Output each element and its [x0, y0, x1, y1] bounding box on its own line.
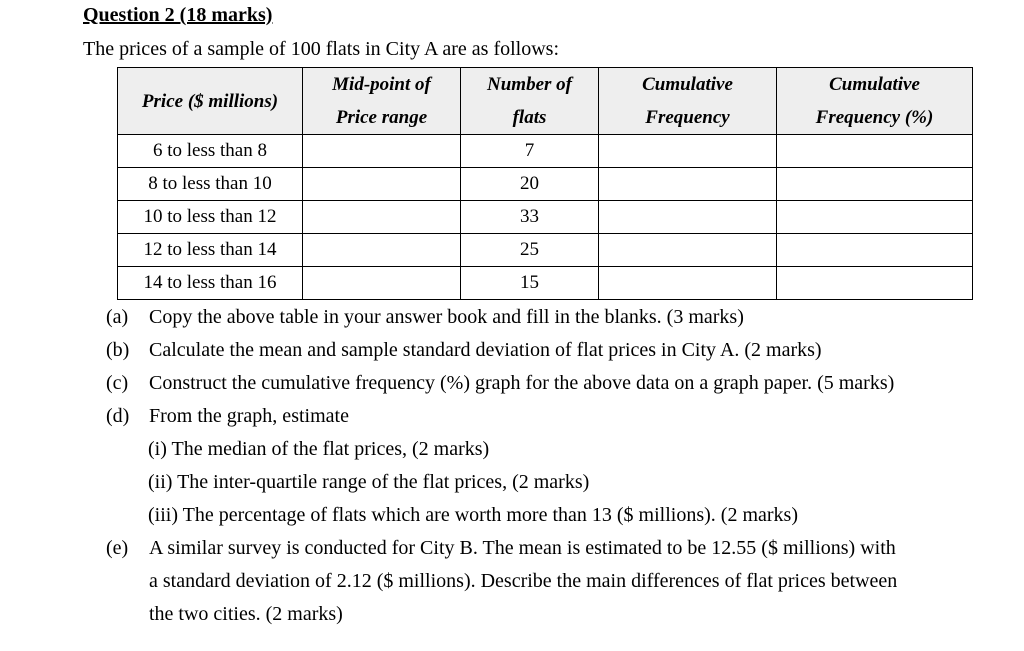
- header-number-of-flats: Number of flats: [461, 68, 599, 135]
- cell-midpoint: [303, 168, 461, 201]
- cell-flats: 15: [461, 267, 599, 300]
- cell-cumulative-pct: [777, 135, 973, 168]
- part-b-text: Calculate the mean and sample standard deviation of flat prices in City A. (2 marks): [149, 339, 822, 361]
- table-row: [118, 135, 973, 168]
- part-d-label: (d): [106, 405, 130, 427]
- cell-flats: 7: [461, 135, 599, 168]
- part-b-label: (b): [106, 339, 130, 361]
- cell-cumulative: [599, 135, 777, 168]
- cell-range: 10 to less than 12: [118, 201, 303, 234]
- question-heading: Question 2 (18 marks): [83, 4, 273, 26]
- cell-midpoint: [303, 234, 461, 267]
- part-d-text: From the graph, estimate: [149, 405, 349, 427]
- cell-cumulative: [599, 267, 777, 300]
- table-row: [118, 234, 973, 267]
- cell-flats: 20: [461, 168, 599, 201]
- cell-range: 6 to less than 8: [118, 135, 303, 168]
- intro-text: The prices of a sample of 100 flats in City A are as follows:: [83, 38, 560, 60]
- header-cumulative-frequency: Cumulative Frequency: [599, 68, 777, 135]
- cell-range: 12 to less than 14: [118, 234, 303, 267]
- table-header-row: [118, 68, 973, 135]
- cell-cumulative: [599, 234, 777, 267]
- part-a-label: (a): [106, 306, 129, 328]
- part-e-label: (e): [106, 537, 129, 559]
- part-d-i: (i) The median of the flat prices, (2 marks): [148, 438, 490, 460]
- cell-cumulative-pct: [777, 234, 973, 267]
- part-e-line3: the two cities. (2 marks): [149, 603, 343, 625]
- table-row: [118, 267, 973, 300]
- cell-cumulative: [599, 201, 777, 234]
- cell-range: 8 to less than 10: [118, 168, 303, 201]
- cell-midpoint: [303, 267, 461, 300]
- cell-midpoint: [303, 135, 461, 168]
- part-e-line1: A similar survey is conducted for City B. The mean is estimated to be 12.55 ($ millions) with: [149, 537, 896, 559]
- header-cumulative-frequency-pct: Cumulative Frequency (%): [777, 68, 973, 135]
- part-d-iii: (iii) The percentage of flats which are worth more than 13 ($ millions). (2 marks): [148, 504, 798, 526]
- cell-cumulative-pct: [777, 168, 973, 201]
- cell-cumulative-pct: [777, 201, 973, 234]
- table-row: [118, 168, 973, 201]
- part-c-text: Construct the cumulative frequency (%) graph for the above data on a graph paper. (5 marks): [149, 372, 895, 394]
- part-a-text: Copy the above table in your answer book and fill in the blanks. (3 marks): [149, 306, 744, 328]
- cell-cumulative-pct: [777, 267, 973, 300]
- part-d-ii: (ii) The inter-quartile range of the flat prices, (2 marks): [148, 471, 590, 493]
- table-row: [118, 201, 973, 234]
- price-table: [117, 67, 973, 300]
- part-e-line2: a standard deviation of 2.12 ($ millions). Describe the main differences of flat prices between: [149, 570, 898, 592]
- header-midpoint: Mid-point of Price range: [303, 68, 461, 135]
- cell-flats: 25: [461, 234, 599, 267]
- cell-range: 14 to less than 16: [118, 267, 303, 300]
- cell-flats: 33: [461, 201, 599, 234]
- cell-cumulative: [599, 168, 777, 201]
- header-price: Price ($ millions): [118, 68, 303, 135]
- cell-midpoint: [303, 201, 461, 234]
- part-c-label: (c): [106, 372, 129, 394]
